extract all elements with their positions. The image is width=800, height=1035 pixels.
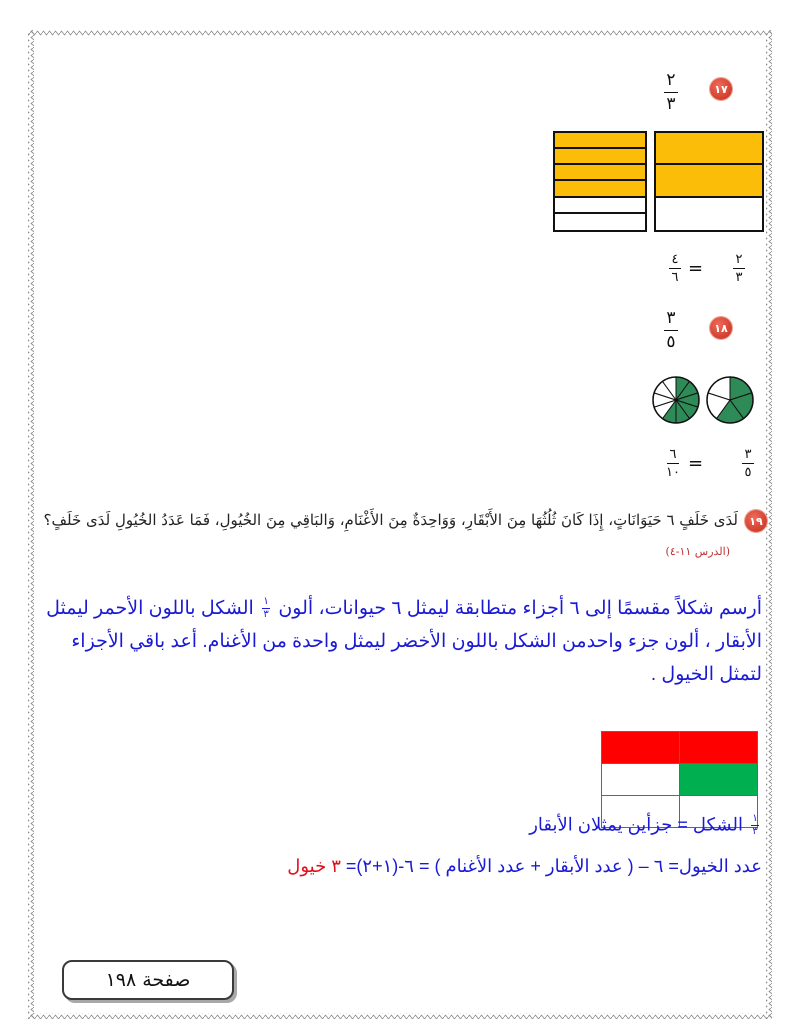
denominator: ٥: [744, 465, 752, 480]
rect-part: [656, 198, 762, 230]
denominator: ٥: [666, 332, 676, 352]
rect-part: [555, 133, 645, 149]
problem-badge-18: ١٨: [710, 317, 732, 339]
denominator: ٣: [666, 94, 676, 114]
fraction-rectangle-thirds: [654, 131, 764, 232]
denominator: ١٠: [666, 465, 680, 480]
rect-part: [555, 149, 645, 165]
horses-calculation-text: عدد الخيول= ٦ – ( عدد الأبقار + عدد الأغنام ) = ٦-(١+٢)=: [345, 856, 762, 876]
table-cell: [680, 732, 758, 764]
table-cell: [680, 764, 758, 796]
equals-sign-18: =: [688, 453, 704, 474]
rect-part: [555, 198, 645, 214]
denominator: ٦: [671, 270, 679, 285]
table-cell: [602, 764, 680, 796]
table-row: [602, 732, 758, 764]
rect-part: [656, 133, 762, 165]
given-fraction-17: [664, 72, 678, 113]
equiv-rhs-18: [742, 448, 754, 479]
problem-badge-17: ١٧: [710, 78, 732, 100]
numerator: ٣: [744, 447, 752, 462]
table-row: [602, 764, 758, 796]
table-cell: [602, 732, 680, 764]
numerator: ١: [263, 596, 269, 608]
lesson-reference: (الدرس ١١-٤): [665, 545, 730, 558]
horses-result: ٣ خيول: [287, 856, 341, 876]
numerator: ٤: [671, 252, 679, 267]
equiv-rhs-17: [733, 253, 745, 284]
rect-part: [656, 165, 762, 197]
rect-part: [555, 214, 645, 230]
question-19-text: [38, 505, 738, 567]
numerator: ١: [752, 813, 758, 824]
cows-statement: [529, 814, 762, 837]
cows-statement-text: الشكل = جزأين يمثلان الأبقار: [529, 814, 743, 835]
solution-paragraph: [37, 592, 762, 691]
circle-tenths: [653, 377, 699, 423]
inline-fraction-third: [751, 814, 759, 837]
inline-fraction-third: [262, 597, 270, 620]
page-number-label: صفحة ١٩٨: [62, 960, 234, 1000]
solution-part1: أرسم شكلاً مقسمًا إلى ٦ أجزاء متطابقة ليمثل ٦ حيوانات، ألون: [278, 598, 762, 619]
circle-fifths: [707, 377, 753, 423]
numerator: ٢: [735, 252, 743, 267]
denominator: ٣: [735, 270, 743, 285]
numerator: ٣: [666, 308, 676, 328]
rect-part: [555, 165, 645, 181]
equiv-lhs-18: [666, 448, 680, 479]
numerator: ٦: [669, 447, 677, 462]
equiv-lhs-17: [669, 253, 681, 284]
numerator: ٢: [666, 70, 676, 90]
denominator: ٣: [263, 609, 269, 621]
given-fraction-18: [664, 310, 678, 351]
fraction-circles: [640, 370, 770, 430]
problem-badge-19: ١٩: [745, 510, 767, 532]
horses-calculation: [287, 856, 762, 877]
question-19-body: لَدَى خَلَفٍ ٦ حَيَوَانَاتٍ، إِذَا كَانَ ثُلُثُهَا مِنَ الأَبْقَارِ، وَوَاحِدَةٌ مِنَ الأَغْنَامِ، وَالبَاقِي مِنَ الخُيُولِ، فَمَا عَدَدُ الخُيُولِ لَدَى خَلَفٍ؟: [43, 511, 738, 529]
solution-part2: الشكل باللون الأحمر ليمثل الأبقار ، ألون جزء واحدمن الشكل باللون الأخضر ليمثل واحدة من الأغنام. أعد باقي الأجزاء لتمثل الخيول .: [46, 598, 762, 685]
rect-part: [555, 181, 645, 197]
denominator: ٣: [752, 826, 758, 837]
fraction-rectangle-sixths: [553, 131, 647, 232]
equals-sign-17: =: [688, 258, 704, 279]
